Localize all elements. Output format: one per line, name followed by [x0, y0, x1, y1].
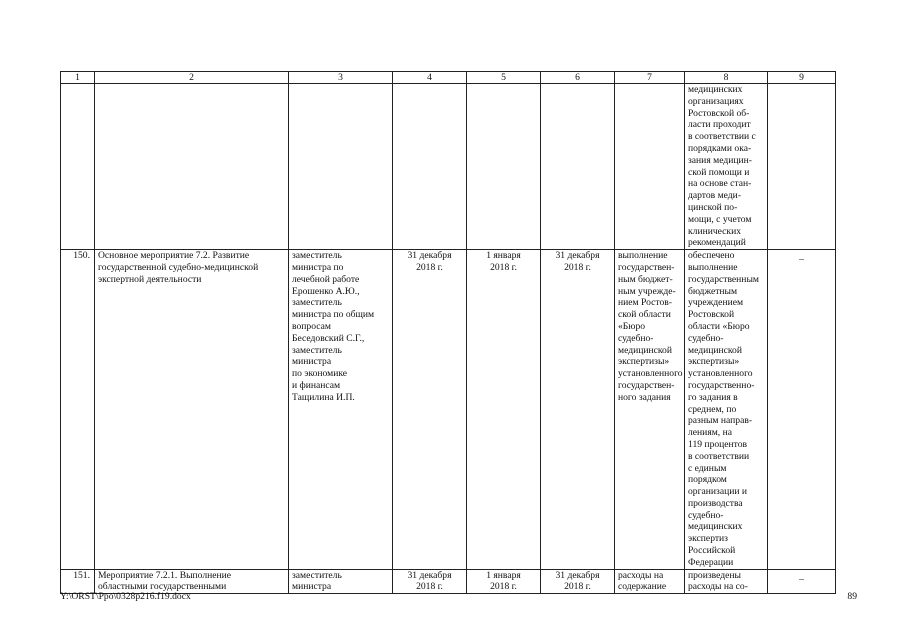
table-cell	[768, 84, 836, 250]
measures-table	[60, 71, 836, 594]
actual-result: произведены расходы на со-	[685, 569, 768, 594]
file-path: Y:\ORST\Ppo\0328p216.f19.docx	[60, 591, 191, 602]
table-cell	[289, 84, 393, 250]
actual-result: обеспечено выполнение государственным бюджетным учреждением Ростовской области «Бюро судебно- медицинской экспертизы» установленного государственно- го задания в среднем, по разным направ- лениям, на 119 процентов в соответствии с единым порядком организации и производства судебно- медицинских экспертиз Российской Федерации	[685, 250, 768, 570]
table-row-continuation	[61, 84, 836, 250]
start-date: 1 января 2018 г.	[467, 569, 541, 594]
column-number: 3	[289, 72, 393, 84]
planned-date: 31 декабря 2018 г.	[393, 569, 467, 594]
expected-result: выполнение государствен- ным бюджет- ным учрежде- нием Ростов- ской области «Бюро судебно- медицинской экспертизы» установленного государствен- ного задания	[615, 250, 685, 570]
column-number: 5	[467, 72, 541, 84]
end-date: 31 декабря 2018 г.	[541, 250, 615, 570]
table-cell	[61, 84, 95, 250]
responsible-person: заместитель министра по лечебной работе Ерошенко А.Ю., заместитель министра по общим вопросам Беседовский С.Г., заместитель министра по экономике и финансам Тащилина И.П.	[289, 250, 393, 570]
table-cell	[467, 84, 541, 250]
measure-name: Основное мероприятие 7.2. Развитие государственной судебно-медицинской экспертной деятельности	[95, 250, 289, 570]
page-number: 89	[847, 591, 857, 602]
notes-cell: –	[768, 250, 836, 570]
row-number: 151.	[61, 569, 95, 594]
table-cell	[95, 84, 289, 250]
expected-result: расходы на содержание	[615, 569, 685, 594]
table-row	[61, 250, 836, 570]
table-cell	[393, 84, 467, 250]
measure-name: Мероприятие 7.2.1. Выполнение областными государственными	[95, 569, 289, 594]
table-cell	[615, 84, 685, 250]
responsible-person: заместитель министра	[289, 569, 393, 594]
column-number: 2	[95, 72, 289, 84]
column-number: 9	[768, 72, 836, 84]
result-cell: медицинских организациях Ростовской об- ласти проходит в соответствии с порядками ока- зания медицин- ской помощи и на основе стан- дартов меди- цинской по- мощи, с учетом клинических рекомендаций	[685, 84, 768, 250]
column-number: 6	[541, 72, 615, 84]
row-number: 150.	[61, 250, 95, 570]
planned-date: 31 декабря 2018 г.	[393, 250, 467, 570]
notes-cell: –	[768, 569, 836, 594]
column-number: 7	[615, 72, 685, 84]
table-cell	[541, 84, 615, 250]
column-number: 1	[61, 72, 95, 84]
column-number-row	[61, 72, 836, 84]
column-number: 8	[685, 72, 768, 84]
column-number: 4	[393, 72, 467, 84]
start-date: 1 января 2018 г.	[467, 250, 541, 570]
end-date: 31 декабря 2018 г.	[541, 569, 615, 594]
